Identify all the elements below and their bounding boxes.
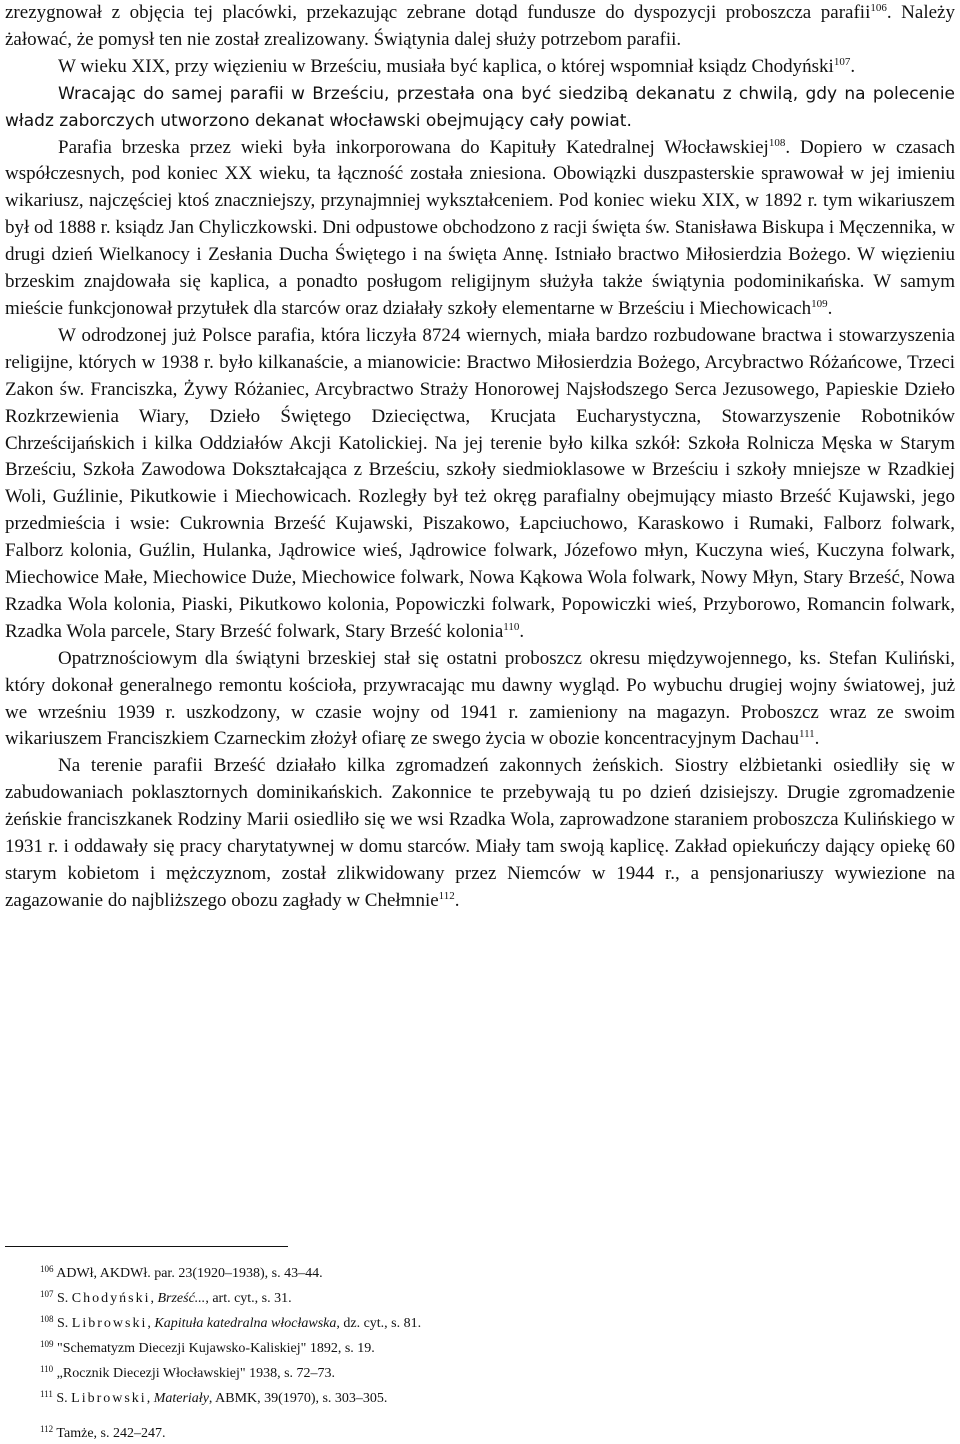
footnote-ref[interactable]: 108 bbox=[768, 136, 786, 149]
footnote-author: Librowski bbox=[71, 1316, 148, 1331]
footnote-number: 112 bbox=[40, 1424, 54, 1434]
footnote: $^{111}$ S. Librowski, Materiały, ABMK, 39(1970), s. 303–305. bbox=[40, 1389, 388, 1406]
footnote-title: Materiały bbox=[153, 1391, 209, 1406]
footnote-title: Brześć... bbox=[157, 1291, 206, 1306]
paragraph: Opatrznościowym dla świątyni brzeskiej stał się ostatni proboszcz okresu międzywojennego, ks. Stefan Kuliński, który dokonał generalnego remontu kościoła, przywracając mu dawny wygląd. Po wybuchu drugiej wojny światowej, już we wrześniu 1939 r. uszkodzony, w czasie wojny od 1941 r. zamieniony na magazyn. Proboszcz wraz ze swoim wikariuszem Franciszkiem Czarneckim złożył ofiarę ze swego życia w obozie koncentracyjnym Dachau$^{111}$. bbox=[5, 647, 955, 750]
footnote-author: Librowski bbox=[71, 1391, 147, 1406]
main-text bbox=[5, 0, 955, 915]
footnote: $^{107}$ S. Chodyński, Brześć..., art. cyt., s. 31. bbox=[40, 1289, 292, 1306]
footnote: $^{106}$ ADWł, AKDWł. par. 23(1920–1938), s. 43–44. bbox=[40, 1264, 323, 1281]
footnote-number: 106 bbox=[40, 1264, 54, 1274]
footnote: $^{112}$ Tamże, s. 242–247. bbox=[40, 1424, 166, 1441]
footnote-ref[interactable]: 106 bbox=[870, 2, 887, 14]
paragraph: zrezygnował z objęcia tej placówki, przekazując zebrane dotąd fundusze do dyspozycji proboszcza parafii$^{106}$. Należy żałować, że pomysł ten nie został zrealizowany. Świątynia dalej służy potrzebom parafii. bbox=[5, 2, 955, 50]
footnote: $^{110}$ „Rocznik Diecezji Włocławskiej" 1938, s. 72–73. bbox=[40, 1364, 336, 1381]
footnote-title: Kapituła katedralna włocławska bbox=[154, 1316, 337, 1331]
footnote-number: 110 bbox=[40, 1364, 54, 1374]
document-page bbox=[5, 0, 955, 915]
footnote-ref[interactable]: 109 bbox=[811, 297, 828, 310]
footnote: $^{109}$ "Schematyzm Diecezji Kujawsko-Kaliskiej" 1892, s. 19. bbox=[40, 1339, 375, 1356]
paragraph: Wracając do samej parafii w Brześciu, przestała ona być siedzibą dekanatu z chwilą, gdy na polecenie władz zaborczych utworzono dekanat włocławski obejmujący cały powiat. bbox=[5, 83, 955, 131]
footnote-ref[interactable]: 111 bbox=[798, 728, 815, 741]
footnote-number: 109 bbox=[40, 1339, 54, 1349]
footnote-ref[interactable]: 107 bbox=[833, 55, 851, 68]
paragraph: Na terenie parafii Brześć działało kilka zgromadzeń zakonnych żeńskich. Siostry elżbietanki osiedliły się w zabudowaniach poklasztornych dominikańskich. Zakonnice te przebywają tu po dzień dzisiejszy. Drugie zgromadzenie żeńskie franciszkanek Rodziny Marii osiedliło się we wsi Rzadka Wola, zaprowadzone staraniem proboszcza Kulińskiego w 1931 r. i oddawały się pracy charytatywnej w domu starców. Miały tam swoją kaplicę. Zakład opiekuńczy dający opiekę 60 starym kobietom i mężczyznom, został zlikwidowany przez Niemców w 1944 r., a pensjonariuszy wywiezione na zagazowanie do najbliższego obozu zagłady w Chełmnie$^{112}$. bbox=[5, 755, 955, 911]
footnote-ref[interactable]: 112 bbox=[438, 889, 455, 902]
paragraph: W odrodzonej już Polsce parafia, która liczyła 8724 wiernych, miała bardzo rozbudowane bractwa i stowarzyszenia religijne, których w 1938 r. było kilkanaście, a mianowicie: Bractwo Miłosierdzia Bożego, Arcybractwo Różańcowe, Trzeci Zakon św. Franciszka, Żywy Różaniec, Arcybractwo Straży Honorowej Najsłodszego Serca Jezusowego, Papieskie Dzieło Rozkrzewienia Wiary, Dzieło Świętego Dziecięctwa, Krucjata Eucharystyczna, Stowarzyszenie Robotników Chrześcijańskich i kilka Oddziałów Akcji Katolickiej. Na jej terenie było kilka szkół: Szkoła Rolnicza Męska w Starym Brześciu, Szkoła Zawodowa Dokształcająca z Brześciu, szkoły siedmioklasowe w Brześciu i szkoły mniejsze w Rzadkiej Woli, Guźlinie, Pikutkowie i Miechowicach. Rozległy był też okręg parafialny obejmujący miasto Brześć Kujawski, jego przedmieścia i wsie: Cukrownia Brześć Kujawski, Piszakowo, Łapciuchowo, Karaskowo i Rumaki, Falborz folwark, Falborz kolonia, Guźlin, Hulanka, Jądrowice wieś, Jądrowice folwark, Józefowo młyn, Kuczyna wieś, Kuczyna folwark, Miechowice Małe, Miechowice Duże, Miechowice folwark, Nowa Kąkowa Wola folwark, Nowy Młyn, Stary Brześć, Nowa Rzadka Wola kolonia, Piaski, Pikutkowo kolonia, Popowiczki folwark, Popowiczki wieś, Przyborowo, Romancin folwark, Rzadka Wola parcele, Stary Brześć folwark, Stary Brześć kolonia$^{110}$. bbox=[5, 324, 955, 642]
footnote-number: 107 bbox=[40, 1289, 54, 1299]
paragraph: W wieku XIX, przy więzieniu w Brześciu, musiała być kaplica, o której wspomniał ksiądz Chodyński$^{107}$. bbox=[58, 55, 856, 77]
footnote-separator bbox=[5, 1246, 288, 1247]
paragraph: Parafia brzeska przez wieki była inkorporowana do Kapituły Katedralnej Włocławskiej$^{108}$. Dopiero w czasach współczesnych, pod koniec XX wieku, ta łączność została zniesiona. Obowiązki duszpasterskie sprawował w jej imieniu wikariusz, najczęściej ktoś znaczniejszy, przynajmniej wykształceniem. Pod koniec wieku XIX, w 1892 r. tym wikariuszem był od 1888 r. ksiądz Jan Chyliczkowski. Dni odpustowe obchodzono z racji święta św. Stanisława Biskupa i Męczennika, w drugi dzień Wielkanocy i Zesłania Ducha Świętego i na święta Annę. Istniało bractwo Miłosierdzia Bożego. W więzieniu brzeskim znajdowała się kaplica, a ponadto posługom religijnym służyła także świątynia podominikańska. W samym mieście funkcjonował przytułek dla starców oraz działały szkoły elementarne w Brześciu i Miechowicach$^{109}$. bbox=[5, 136, 955, 319]
footnote-number: 108 bbox=[40, 1314, 54, 1324]
footnote: $^{108}$ S. Librowski, Kapituła katedralna włocławska, dz. cyt., s. 81. bbox=[40, 1314, 422, 1331]
footnotes bbox=[40, 1264, 920, 1441]
footnote-number: 111 bbox=[40, 1389, 53, 1399]
footnote-ref[interactable]: 110 bbox=[503, 620, 520, 633]
footnote-author: Chodyński bbox=[71, 1291, 151, 1306]
